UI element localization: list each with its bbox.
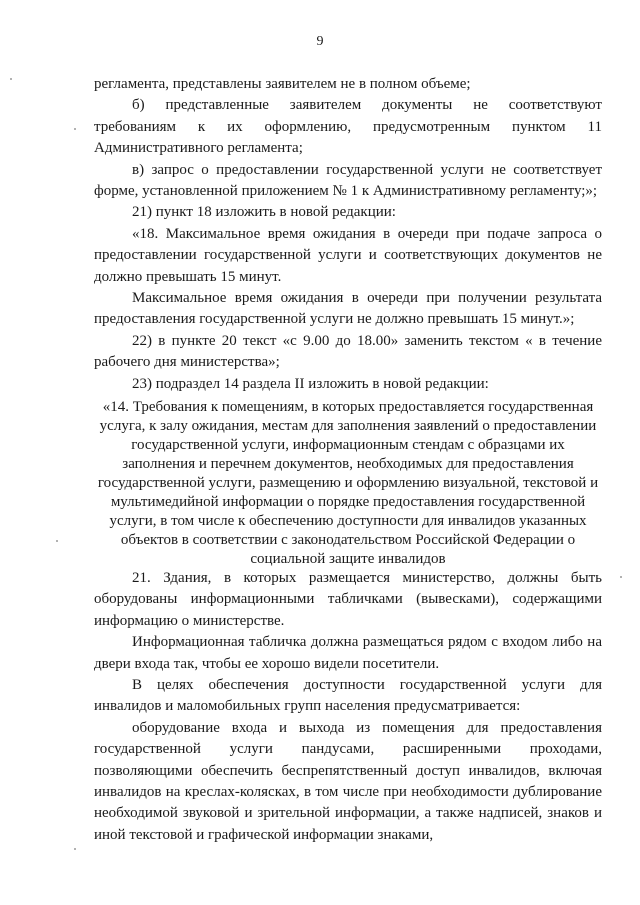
paragraph-item-23: 23) подраздел 14 раздела II изложить в новой редакции:	[132, 375, 489, 392]
scan-speck	[620, 576, 622, 578]
scan-speck	[56, 540, 58, 542]
paragraph-accessibility: В целях обеспечения доступности государственной услуги для инвалидов и маломобильных групп населения предусматривается:	[94, 677, 602, 715]
text-block-upper	[94, 74, 602, 395]
scan-speck	[74, 848, 76, 850]
paragraph-item-21: 21) пункт 18 изложить в новой редакции:	[132, 204, 396, 221]
paragraph-item-v: в) запрос о предоставлении государственной услуги не соответствует форме, установленной приложением № 1 к Административному регламенту;»;	[94, 161, 602, 200]
paragraph-item-b: б) представленные заявителем документы не соответствуют требованиям к их оформлению, предусмотренным пунктом 11 Административного регламента;	[94, 97, 602, 157]
paragraph-wait-time: Максимальное время ожидания в очереди при получении результата предоставления государственной услуги не должно превышать 15 минут.»;	[94, 290, 602, 328]
paragraph-item-22: 22) в пункте 20 текст «с 9.00 до 18.00» заменить текстом « в течение рабочего дня министерства»;	[94, 332, 602, 371]
text-block-lower	[94, 568, 602, 846]
paragraph-info-plate: Информационная табличка должна размещаться рядом с входом либо на двери входа так, чтобы ее хорошо видели посетители.	[94, 634, 602, 672]
section-heading-14: «14. Требования к помещениям, в которых предоставляется государственная услуга, к залу ожидания, местам для заполнения заявлений о предоставлении государственной услуги, информационным стендам с образцами их заполнения и перечнем документов, необходимых для предоставления государственной услуги, размещению и оформлению визуальной, текстовой и мультимедийной информации о порядке предоставления государственной услуги, в том числе к обеспечению доступности для инвалидов указанных объектов в соответствии с законодательством Российской Федерации о социальной защите инвалидов	[97, 399, 599, 567]
page-number: 9	[316, 34, 324, 49]
scan-speck	[10, 78, 12, 80]
paragraph-point-21: 21. Здания, в которых размещается министерство, должны быть оборудованы информационными табличками (вывесками), содержащими информацию о министерстве.	[94, 570, 602, 629]
paragraph-entrance-equipment: оборудование входа и выхода из помещения для предоставления государственной услуги пандусами, расширенными проходами, позволяющими обеспечить беспрепятственный доступ инвалидов, включая инвалидов на креслах-колясках, в том числе при необходимости дублирование необходимой звуковой и зрительной информации, а также надписей, знаков и иной текстовой и графической информации знаками,	[94, 719, 602, 843]
paragraph-point-18: «18. Максимальное время ожидания в очереди при подаче запроса о предоставлении государственной услуги и соответствующих документов не должно превышать 15 минут.	[94, 225, 602, 285]
scan-speck	[74, 128, 76, 130]
section-heading-block	[96, 398, 600, 569]
paragraph-continuation: регламента, представлены заявителем не в полном объеме;	[94, 76, 471, 92]
